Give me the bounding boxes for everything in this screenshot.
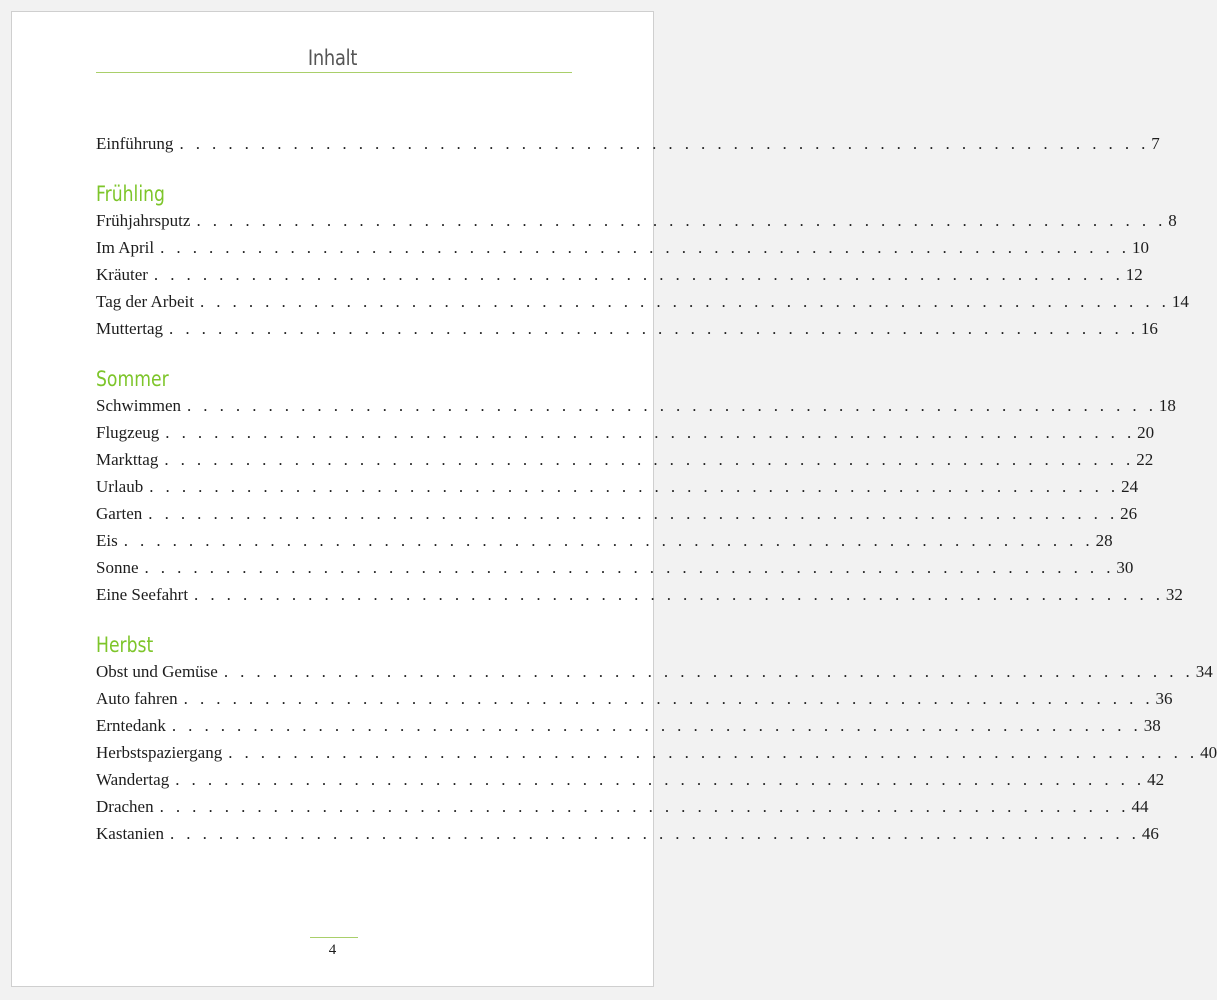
toc-entry[interactable] <box>96 261 1143 288</box>
dot-leader: . . . . . . . . . . . . . . . . . . . . . . . . . . . . . . . . . . . . . . . . . . . . . . . . . . . . . . . . . . . . <box>160 238 1130 257</box>
toc-entry-page: 40 <box>1200 743 1217 762</box>
book-page <box>11 11 1217 987</box>
toc-entry[interactable] <box>96 446 1154 473</box>
toc-entry-label: Kräuter <box>96 265 148 284</box>
title-divider <box>96 72 572 73</box>
dot-leader: . . . . . . . . . . . . . . . . . . . . . . . . . . . . . . . . . . . . . . . . . . . . . . . . . . . . . . . . . . . . <box>194 585 1164 604</box>
section-spacer <box>96 157 572 181</box>
toc-entry-label: Herbstspaziergang <box>96 743 223 762</box>
toc-entry-label: Sonne <box>96 558 139 577</box>
toc-entry-page: 38 <box>1143 716 1161 735</box>
toc-entry[interactable] <box>96 712 1161 739</box>
toc-entry-label: Garten <box>96 504 143 523</box>
toc-entry-page: 46 <box>1141 824 1159 843</box>
dot-leader: . . . . . . . . . . . . . . . . . . . . . . . . . . . . . . . . . . . . . . . . . . . . . . . . . . . . . . . . . . . . <box>123 531 1094 550</box>
toc-entry-label: Wandertag <box>96 770 170 789</box>
dot-leader: . . . . . . . . . . . . . . . . . . . . . . . . . . . . . . . . . . . . . . . . . . . . . . . . . . . . . . . . . . . . <box>228 743 1199 762</box>
toc-entry-page: 14 <box>1171 292 1189 311</box>
toc-entry[interactable] <box>96 766 1165 793</box>
section-spacer <box>96 342 572 366</box>
toc-entry[interactable] <box>96 419 1155 446</box>
dot-leader: . . . . . . . . . . . . . . . . . . . . . . . . . . . . . . . . . . . . . . . . . . . . . . . . . . . . . . . . . . . . <box>144 558 1115 577</box>
dot-leader: . . . . . . . . . . . . . . . . . . . . . . . . . . . . . . . . . . . . . . . . . . . . . . . . . . . . . . . . . . . . <box>223 662 1194 681</box>
toc-entry-label: Drachen <box>96 797 154 816</box>
section-heading: Herbst <box>96 633 154 657</box>
toc-entry-page: 30 <box>1116 558 1134 577</box>
toc-entry-page: 20 <box>1137 423 1155 442</box>
toc-entry-page: 28 <box>1095 531 1113 550</box>
toc-entry-page: 10 <box>1131 238 1149 257</box>
toc-entry-page: 32 <box>1165 585 1183 604</box>
toc-entry[interactable] <box>96 207 1177 234</box>
table-of-contents <box>96 130 1217 847</box>
dot-leader: . . . . . . . . . . . . . . . . . . . . . . . . . . . . . . . . . . . . . . . . . . . . . . . . . . . . . . . . . . . . <box>164 450 1135 469</box>
toc-entry-page: 34 <box>1195 662 1213 681</box>
toc-entry-label: Einführung <box>96 134 174 153</box>
dot-leader: . . . . . . . . . . . . . . . . . . . . . . . . . . . . . . . . . . . . . . . . . . . . . . . . . . . . . . . . . . . . <box>199 292 1170 311</box>
toc-entry-page: 7 <box>1151 134 1160 153</box>
toc-entry-label: Eine Seefahrt <box>96 585 189 604</box>
section-spacer <box>96 608 572 632</box>
toc-entry-label: Kastanien <box>96 824 164 843</box>
toc-entry[interactable] <box>96 820 1159 847</box>
toc-entry-page: 12 <box>1125 265 1143 284</box>
toc-entry[interactable] <box>96 234 1149 261</box>
dot-leader: . . . . . . . . . . . . . . . . . . . . . . . . . . . . . . . . . . . . . . . . . . . . . . . . . . . . . . . . . . . . <box>187 396 1157 415</box>
toc-entry[interactable] <box>96 739 1217 766</box>
toc-entry-page: 44 <box>1131 797 1149 816</box>
toc-entry-label: Eis <box>96 531 118 550</box>
toc-entry[interactable] <box>96 581 1183 608</box>
toc-entry[interactable] <box>96 527 1113 554</box>
toc-entry-page: 22 <box>1136 450 1154 469</box>
page-title: Inhalt <box>307 46 358 70</box>
toc-entry-page: 24 <box>1121 477 1139 496</box>
dot-leader: . . . . . . . . . . . . . . . . . . . . . . . . . . . . . . . . . . . . . . . . . . . . . . . . . . . . . . . . . . . . <box>196 211 1167 230</box>
toc-entry-page: 8 <box>1168 211 1177 230</box>
dot-leader: . . . . . . . . . . . . . . . . . . . . . . . . . . . . . . . . . . . . . . . . . . . . . . . . . . . . . . . . . . . . <box>183 689 1154 708</box>
toc-entry[interactable] <box>96 130 1160 157</box>
toc-entry-page: 42 <box>1147 770 1165 789</box>
dot-leader: . . . . . . . . . . . . . . . . . . . . . . . . . . . . . . . . . . . . . . . . . . . . . . . . . . . . . . . . . . . . <box>169 319 1139 338</box>
toc-entry-label: Tag der Arbeit <box>96 292 194 311</box>
toc-entry[interactable] <box>96 392 1176 419</box>
toc-entry-label: Muttertag <box>96 319 164 338</box>
toc-entry-label: Erntedank <box>96 716 166 735</box>
toc-entry[interactable] <box>96 473 1139 500</box>
toc-entry[interactable] <box>96 554 1134 581</box>
toc-entry-label: Urlaub <box>96 477 144 496</box>
toc-entry[interactable] <box>96 288 1189 315</box>
toc-entry[interactable] <box>96 658 1213 685</box>
toc-entry[interactable] <box>96 685 1173 712</box>
toc-entry-label: Im April <box>96 238 155 257</box>
dot-leader: . . . . . . . . . . . . . . . . . . . . . . . . . . . . . . . . . . . . . . . . . . . . . . . . . . . . . . . . . . . . <box>148 504 1119 523</box>
section-heading: Sommer <box>96 367 169 391</box>
dot-leader: . . . . . . . . . . . . . . . . . . . . . . . . . . . . . . . . . . . . . . . . . . . . . . . . . . . . . . . . . . . . <box>171 716 1142 735</box>
toc-entry-page: 16 <box>1140 319 1158 338</box>
toc-entry-page: 18 <box>1158 396 1176 415</box>
toc-entry-page: 36 <box>1155 689 1173 708</box>
toc-entry[interactable] <box>96 315 1158 342</box>
dot-leader: . . . . . . . . . . . . . . . . . . . . . . . . . . . . . . . . . . . . . . . . . . . . . . . . . . . . . . . . . . . . <box>165 423 1136 442</box>
dot-leader: . . . . . . . . . . . . . . . . . . . . . . . . . . . . . . . . . . . . . . . . . . . . . . . . . . . . . . . . . . . . <box>159 797 1130 816</box>
page-number: 4 <box>328 942 337 958</box>
toc-entry-label: Auto fahren <box>96 689 178 708</box>
footer-divider <box>310 937 358 938</box>
toc-entry-label: Markttag <box>96 450 159 469</box>
dot-leader: . . . . . . . . . . . . . . . . . . . . . . . . . . . . . . . . . . . . . . . . . . . . . . . . . . . . . . . . . . . . <box>169 824 1140 843</box>
section-heading: Frühling <box>96 182 165 206</box>
toc-entry-label: Flugzeug <box>96 423 160 442</box>
toc-entry-page: 26 <box>1120 504 1138 523</box>
dot-leader: . . . . . . . . . . . . . . . . . . . . . . . . . . . . . . . . . . . . . . . . . . . . . . . . . . . . . . . . . . . . <box>175 770 1146 789</box>
dot-leader: . . . . . . . . . . . . . . . . . . . . . . . . . . . . . . . . . . . . . . . . . . . . . . . . . . . . . . . . . . . . <box>153 265 1124 284</box>
dot-leader: . . . . . . . . . . . . . . . . . . . . . . . . . . . . . . . . . . . . . . . . . . . . . . . . . . . . . . . . . . . . <box>149 477 1120 496</box>
toc-entry-label: Obst und Gemüse <box>96 662 218 681</box>
toc-entry-label: Frühjahrsputz <box>96 211 191 230</box>
dot-leader: . . . . . . . . . . . . . . . . . . . . . . . . . . . . . . . . . . . . . . . . . . . . . . . . . . . . . . . . . . . . <box>179 134 1150 153</box>
toc-entry-label: Schwimmen <box>96 396 181 415</box>
toc-entry[interactable] <box>96 793 1149 820</box>
toc-entry[interactable] <box>96 500 1138 527</box>
